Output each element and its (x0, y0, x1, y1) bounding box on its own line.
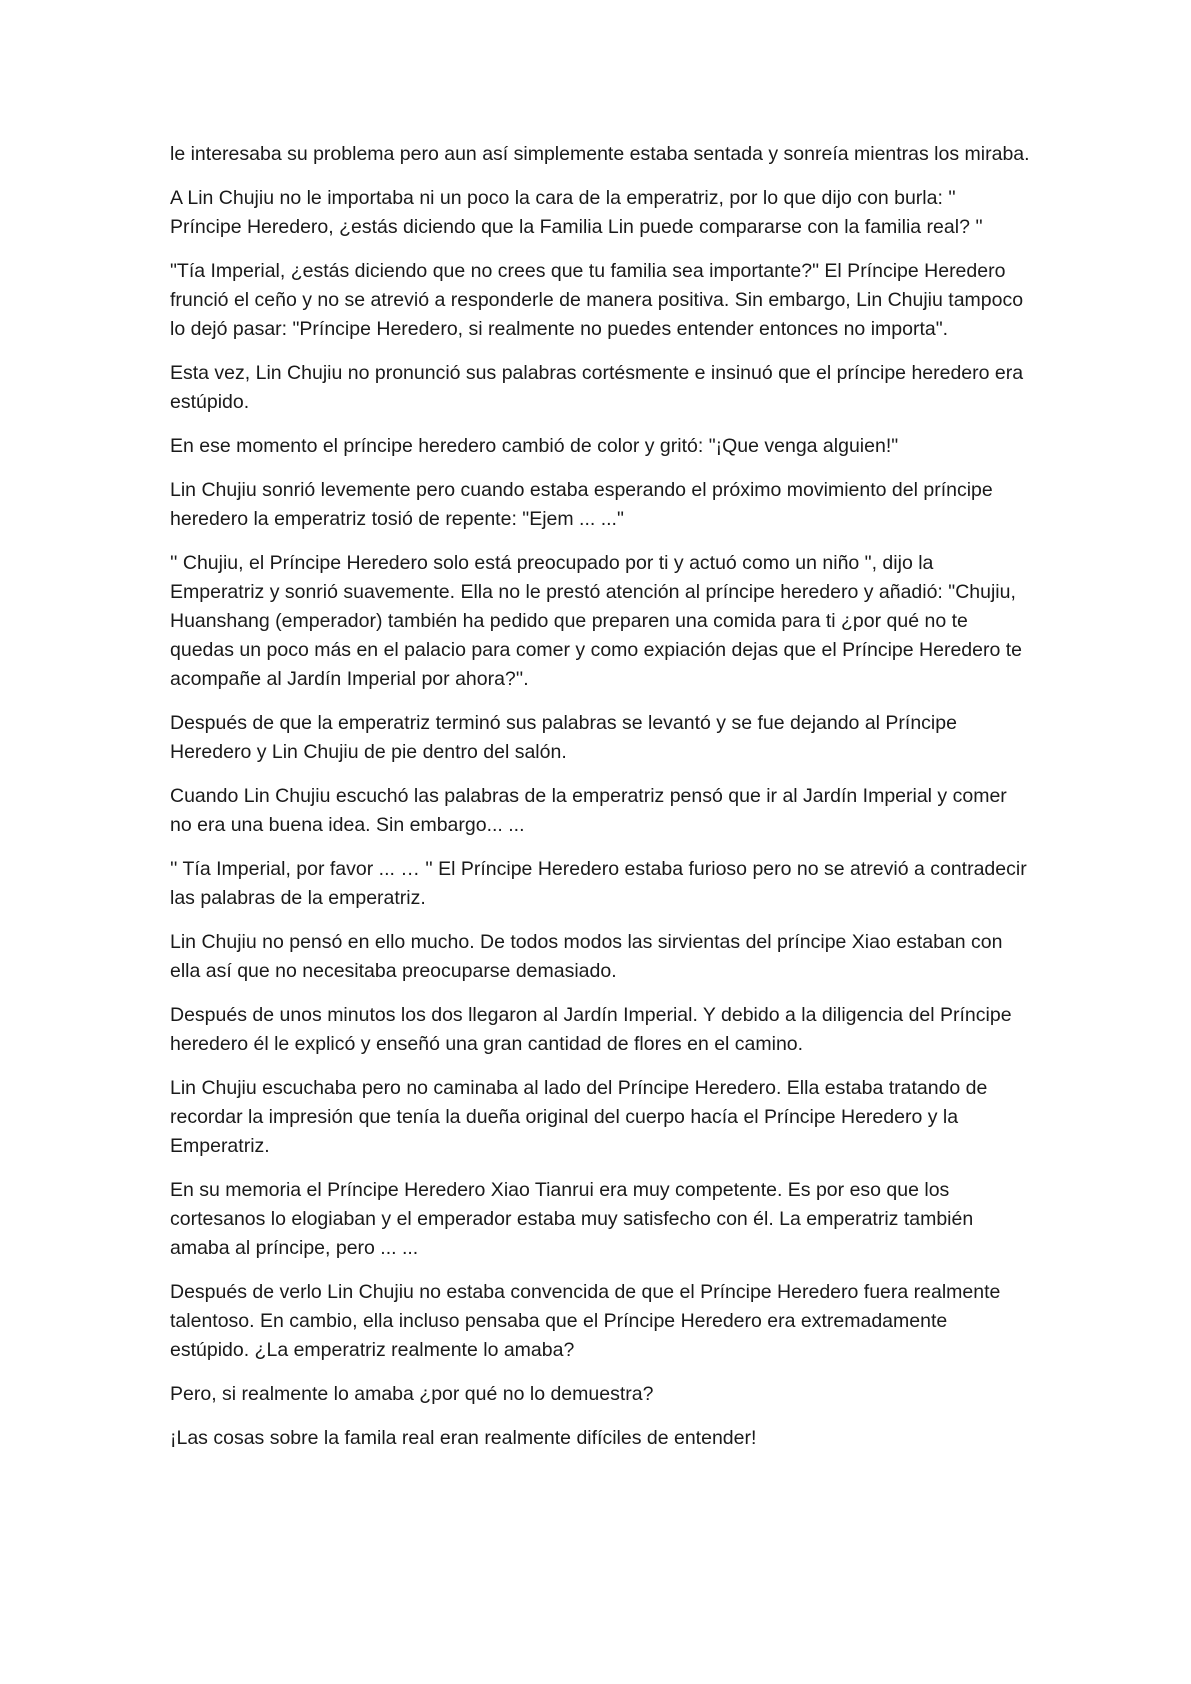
paragraph: Pero, si realmente lo amaba ¿por qué no lo demuestra? (170, 1383, 654, 1405)
paragraph: Después de verlo Lin Chujiu no estaba convencida de que el Príncipe Heredero fuera realmente talentoso. En cambio, ella incluso pensaba que el Príncipe Heredero era extremadamente estúpido. ¿La emperatriz realmente lo amaba? (170, 1281, 1001, 1361)
paragraph: Esta vez, Lin Chujiu no pronunció sus palabras cortésmente e insinuó que el príncipe heredero era estúpido. (170, 362, 1024, 413)
paragraph: Cuando Lin Chujiu escuchó las palabras de la emperatriz pensó que ir al Jardín Imperial y comer no era una buena idea. Sin embargo... ... (170, 785, 1007, 836)
paragraph: En ese momento el príncipe heredero cambió de color y gritó: "¡Que venga alguien!" (170, 435, 899, 457)
paragraph: ¡Las cosas sobre la famila real eran realmente difíciles de entender! (170, 1427, 757, 1449)
paragraph: Después de que la emperatriz terminó sus palabras se levantó y se fue dejando al Príncipe Heredero y Lin Chujiu de pie dentro del salón. (170, 712, 957, 763)
paragraph: le interesaba su problema pero aun así simplemente estaba sentada y sonreía mientras los miraba. (170, 143, 1030, 165)
paragraph: En su memoria el Príncipe Heredero Xiao Tianrui era muy competente. Es por eso que los cortesanos lo elogiaban y el emperador estaba muy satisfecho con él. La emperatriz también amaba al príncipe, pero ... ... (170, 1179, 974, 1259)
paragraph: Lin Chujiu no pensó en ello mucho. De todos modos las sirvientas del príncipe Xiao estaban con ella así que no necesitaba preocuparse demasiado. (170, 931, 1003, 982)
paragraph: Después de unos minutos los dos llegaron al Jardín Imperial. Y debido a la diligencia del Príncipe heredero él le explicó y enseñó una gran cantidad de flores en el camino. (170, 1004, 1012, 1055)
document-body (170, 140, 1030, 1468)
paragraph: Lin Chujiu escuchaba pero no caminaba al lado del Príncipe Heredero. Ella estaba tratando de recordar la impresión que tenía la dueña original del cuerpo hacía el Príncipe Heredero y la Emperatriz. (170, 1077, 988, 1157)
paragraph: "Tía Imperial, ¿estás diciendo que no crees que tu familia sea importante?" El Príncipe Heredero frunció el ceño y no se atrevió a responderle de manera positiva. Sin embargo, Lin Chujiu tampoco lo dejó pasar: "Príncipe Heredero, si realmente no puedes entender entonces no importa". (170, 260, 1024, 340)
paragraph: Lin Chujiu sonrió levemente pero cuando estaba esperando el próximo movimiento del príncipe heredero la emperatriz tosió de repente: "Ejem ... ..." (170, 479, 993, 530)
paragraph: '' Chujiu, el Príncipe Heredero solo está preocupado por ti y actuó como un niño ", dijo la Emperatriz y sonrió suavemente. Ella no le prestó atención al príncipe heredero y añadió: "Chujiu, Huanshang (emperador) también ha pedido que preparen una comida para ti ¿por qué no te quedas un poco más en el palacio para comer y como expiación dejas que el Príncipe Heredero te acompañe al Jardín Imperial por ahora?''. (170, 552, 1023, 690)
paragraph: '' Tía Imperial, por favor ... … '' El Príncipe Heredero estaba furioso pero no se atrevió a contradecir las palabras de la emperatriz. (170, 858, 1027, 909)
paragraph: A Lin Chujiu no le importaba ni un poco la cara de la emperatriz, por lo que dijo con burla: '' Príncipe Heredero, ¿estás diciendo que la Familia Lin puede compararse con la familia real? '' (170, 187, 983, 238)
